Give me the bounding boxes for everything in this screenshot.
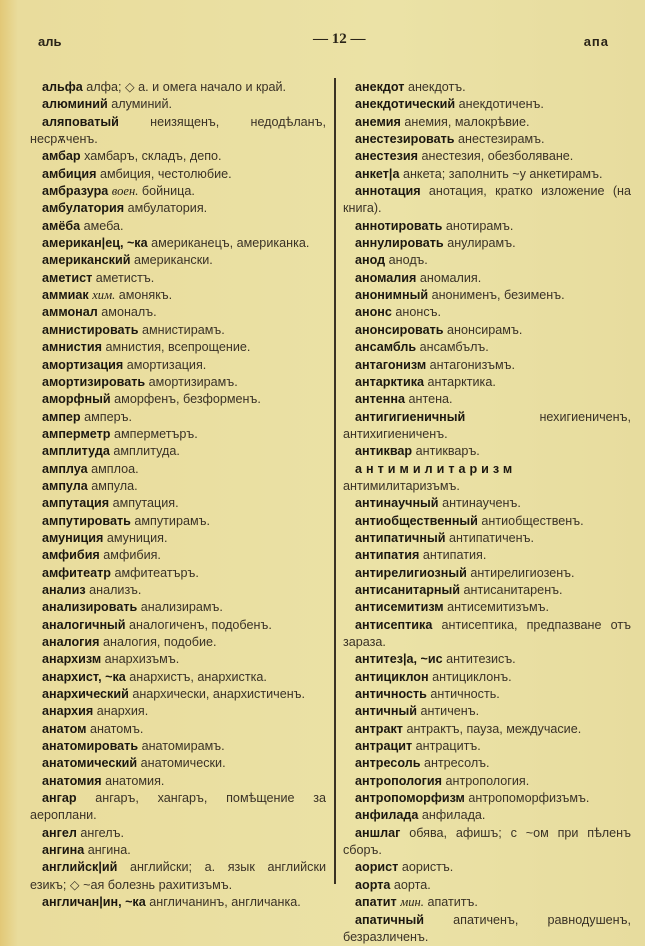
translation: антинаученъ. <box>442 496 521 510</box>
headword: ампутировать <box>42 514 131 528</box>
translation: амортизирамъ. <box>149 375 238 389</box>
translation: анодъ. <box>389 253 428 267</box>
headword: анод <box>355 253 385 267</box>
translation: анестезирамъ. <box>458 132 544 146</box>
translation: антирелигиозенъ. <box>470 566 574 580</box>
translation: анатомия. <box>105 774 164 788</box>
dictionary-entry <box>30 703 326 720</box>
headword: антиобщественный <box>355 514 478 528</box>
dictionary-entry <box>343 755 631 772</box>
translation: антисанитаренъ. <box>464 583 563 597</box>
dictionary-entry <box>30 825 326 842</box>
headword: ангина <box>42 843 84 857</box>
translation: амнистирамъ. <box>142 323 225 337</box>
dictionary-entry <box>343 409 631 444</box>
headword: амфитеатр <box>42 566 111 580</box>
headword: анатомический <box>42 756 137 770</box>
dictionary-entry <box>343 339 631 356</box>
dictionary-entry <box>343 825 631 860</box>
headword: анемия <box>355 115 401 129</box>
translation: анемия, малокрѣвие. <box>404 115 529 129</box>
translation: амоналъ. <box>101 305 156 319</box>
headword: антитез|а, ~ис <box>355 652 443 666</box>
translation: амонякъ. <box>119 288 172 302</box>
headword: ампер <box>42 410 81 424</box>
translation: аналогия, подобие. <box>103 635 217 649</box>
translation: антресолъ. <box>424 756 490 770</box>
translation: апатиченъ, равнодушенъ, безразличенъ. <box>343 913 631 944</box>
dictionary-entry <box>30 599 326 616</box>
dictionary-entry <box>30 669 326 686</box>
headword: анархизм <box>42 652 101 666</box>
left-column <box>30 79 326 912</box>
translation: английски; а. язык английски езикъ; ◇ ~ая болезнь рахитизъмъ. <box>30 860 326 891</box>
headword: антарктика <box>355 375 424 389</box>
headword: амортизировать <box>42 375 145 389</box>
dictionary-entry <box>343 270 631 287</box>
dictionary-entry <box>343 443 631 460</box>
headword: аммонал <box>42 305 98 319</box>
dictionary-entry <box>343 495 631 512</box>
translation: антимилитаризъмъ. <box>343 479 460 493</box>
translation: антиобщественъ. <box>481 514 583 528</box>
dictionary-entry <box>30 513 326 530</box>
dictionary-entry <box>30 530 326 547</box>
headword: анатомировать <box>42 739 138 753</box>
translation: амбиция, честолюбие. <box>100 167 232 181</box>
headword: анфилада <box>355 808 418 822</box>
dictionary-entry <box>343 582 631 599</box>
translation: антисемитизъмъ. <box>447 600 549 614</box>
dictionary-entry <box>30 859 326 894</box>
dictionary-entry <box>343 391 631 408</box>
dictionary-entry <box>30 270 326 287</box>
running-head-right: апа <box>584 34 609 49</box>
translation: анонсъ. <box>395 305 441 319</box>
headword: антигигиеничный <box>355 410 465 424</box>
headword: анархист, ~ка <box>42 670 126 684</box>
dictionary-entry <box>343 304 631 321</box>
translation: амплоа. <box>91 462 138 476</box>
headword: английск|ий <box>42 860 117 874</box>
translation: антрацитъ. <box>416 739 481 753</box>
right-column <box>343 79 631 946</box>
translation: аналогиченъ, подобенъ. <box>129 618 272 632</box>
headword: амуниция <box>42 531 103 545</box>
translation: анатомически. <box>141 756 226 770</box>
dictionary-entry <box>30 547 326 564</box>
translation: анотирамъ. <box>446 219 514 233</box>
usage-label: воен. <box>112 184 139 198</box>
headword: антипатичный <box>355 531 445 545</box>
headword: американ|ец, ~ка <box>42 236 148 250</box>
dictionary-entry <box>30 114 326 149</box>
translation: американски. <box>134 253 213 267</box>
dictionary-entry <box>30 461 326 478</box>
dictionary-entry <box>30 166 326 183</box>
translation: анонименъ, безименъ. <box>432 288 565 302</box>
headword: аннотация <box>355 184 421 198</box>
translation: алфа; ◇ а. и омега начало и край. <box>86 80 286 94</box>
translation: ансамбълъ. <box>420 340 489 354</box>
headword: античный <box>355 704 417 718</box>
translation: ампула. <box>91 479 137 493</box>
translation: ампутирамъ. <box>134 514 210 528</box>
translation: антипатия. <box>423 548 486 562</box>
dictionary-entry <box>343 912 631 946</box>
usage-label: хим. <box>92 288 115 302</box>
headword: ампула <box>42 479 88 493</box>
dictionary-entry <box>30 252 326 269</box>
translation: апатитъ. <box>427 895 478 909</box>
translation: амортизация. <box>127 358 207 372</box>
translation: анотация, кратко изложение (на книга). <box>343 184 631 215</box>
headword: амортизация <box>42 358 123 372</box>
dictionary-entry <box>343 547 631 564</box>
translation: ампутация. <box>113 496 179 510</box>
headword: антрацит <box>355 739 412 753</box>
headword: антропология <box>355 774 442 788</box>
headword: амбиция <box>42 167 97 181</box>
dictionary-entry <box>30 339 326 356</box>
dictionary-entry <box>343 807 631 824</box>
dictionary-entry <box>343 79 631 96</box>
dictionary-entry <box>30 322 326 339</box>
headword: ампутация <box>42 496 109 510</box>
headword: американский <box>42 253 130 267</box>
usage-label: мин. <box>400 895 424 909</box>
headword: аммиак <box>42 288 89 302</box>
headword: анонс <box>355 305 392 319</box>
headword: аорта <box>355 878 390 892</box>
dictionary-entry <box>30 357 326 374</box>
translation: аористъ. <box>402 860 453 874</box>
translation: анулирамъ. <box>447 236 515 250</box>
translation: антициклонъ. <box>432 670 511 684</box>
dictionary-entry <box>343 773 631 790</box>
dictionary-entry <box>30 617 326 634</box>
headword: амфибия <box>42 548 100 562</box>
headword: анестезия <box>355 149 418 163</box>
translation: неизященъ, недодѣланъ, несрѫченъ. <box>30 115 326 146</box>
headword: анархический <box>42 687 129 701</box>
dictionary-entry <box>343 565 631 582</box>
headword: античность <box>355 687 427 701</box>
translation: антагонизъмъ. <box>430 358 515 372</box>
translation: амфибия. <box>103 548 161 562</box>
translation: ангелъ. <box>80 826 124 840</box>
dictionary-entry <box>30 426 326 443</box>
translation: анархия. <box>97 704 148 718</box>
dictionary-entry <box>30 391 326 408</box>
headword: антисемитизм <box>355 600 444 614</box>
headword: альфа <box>42 80 83 94</box>
dictionary-entry <box>30 183 326 200</box>
headword: антисанитарный <box>355 583 460 597</box>
headword: апатичный <box>355 913 424 927</box>
translation: антропология. <box>446 774 530 788</box>
dictionary-entry <box>30 894 326 911</box>
translation: антена. <box>409 392 453 406</box>
translation: анархистъ, анархистка. <box>129 670 267 684</box>
dictionary-entry <box>30 287 326 304</box>
dictionary-entry <box>30 148 326 165</box>
translation: амеба. <box>84 219 124 233</box>
translation: амуниция. <box>107 531 168 545</box>
dictionary-entry <box>343 738 631 755</box>
dictionary-entry <box>343 530 631 547</box>
dictionary-entry <box>343 894 631 911</box>
headword: антирелигиозный <box>355 566 467 580</box>
headword: антициклон <box>355 670 429 684</box>
headword: анонимный <box>355 288 428 302</box>
translation: алуминий. <box>111 97 172 111</box>
dictionary-entry <box>30 721 326 738</box>
dictionary-entry <box>343 183 631 218</box>
dictionary-entry <box>343 686 631 703</box>
dictionary-entry <box>343 374 631 391</box>
translation: анализъ. <box>89 583 141 597</box>
headword: анатомия <box>42 774 102 788</box>
translation: анкета; заполнить ~у анкетирамъ. <box>403 167 603 181</box>
headword: аметист <box>42 271 92 285</box>
headword: антракт <box>355 722 403 736</box>
headword: аналогичный <box>42 618 126 632</box>
headword: антисептика <box>355 618 432 632</box>
translation: амперметъръ. <box>114 427 198 441</box>
dictionary-entry <box>343 513 631 530</box>
dictionary-entry <box>30 478 326 495</box>
translation: амнистия, всепрощение. <box>105 340 250 354</box>
translation: антитезисъ. <box>446 652 516 666</box>
dictionary-entry <box>30 443 326 460</box>
translation: амперъ. <box>84 410 132 424</box>
translation: анатомирамъ. <box>142 739 225 753</box>
headword: анкет|а <box>355 167 399 181</box>
dictionary-entry <box>343 218 631 235</box>
translation: анекдотиченъ. <box>459 97 544 111</box>
dictionary-entry <box>30 374 326 391</box>
dictionary-entry <box>343 148 631 165</box>
translation: аномалия. <box>420 271 481 285</box>
dictionary-entry <box>343 669 631 686</box>
dictionary-entry <box>343 790 631 807</box>
translation: англичанинъ, англичанка. <box>149 895 301 909</box>
translation: анатомъ. <box>90 722 143 736</box>
headword: анонсировать <box>355 323 444 337</box>
dictionary-entry <box>30 686 326 703</box>
translation: антрактъ, пауза, междучасие. <box>406 722 581 736</box>
translation: анекдотъ. <box>408 80 466 94</box>
headword: анатом <box>42 722 86 736</box>
translation: бойница. <box>142 184 195 198</box>
headword: анестезировать <box>355 132 455 146</box>
translation: амбулатория. <box>128 201 208 215</box>
headword: англичан|ин, ~ка <box>42 895 146 909</box>
dictionary-entry <box>343 599 631 616</box>
page-number: — 12 — <box>313 31 366 48</box>
dictionary-entry <box>343 721 631 738</box>
translation: антропоморфизъмъ. <box>468 791 589 805</box>
translation: анфилада. <box>422 808 486 822</box>
headword: амбразура <box>42 184 108 198</box>
dictionary-entry <box>343 96 631 113</box>
headword: антресоль <box>355 756 420 770</box>
dictionary-entry <box>30 582 326 599</box>
dictionary-entry <box>30 96 326 113</box>
translation: обява, афишъ; с ~ом при пѣленъ сборъ. <box>343 826 631 857</box>
dictionary-entry <box>30 634 326 651</box>
headword: антиквар <box>355 444 412 458</box>
headword: анекдотический <box>355 97 455 111</box>
dictionary-entry <box>343 131 631 148</box>
translation: аорта. <box>394 878 431 892</box>
dictionary-entry <box>30 79 326 96</box>
translation: антарктика. <box>428 375 496 389</box>
translation: нехигиениченъ, антихигиениченъ. <box>343 410 631 441</box>
headword: ангел <box>42 826 77 840</box>
headword: аляповатый <box>42 115 119 129</box>
headword: аншлаг <box>355 826 400 840</box>
translation: амфитеатъръ. <box>114 566 198 580</box>
headword: аморфный <box>42 392 111 406</box>
headword: амбулатория <box>42 201 124 215</box>
translation: античенъ. <box>420 704 479 718</box>
dictionary-entry <box>343 287 631 304</box>
headword: амплитуда <box>42 444 110 458</box>
headword: амнистировать <box>42 323 138 337</box>
translation: антипатиченъ. <box>449 531 534 545</box>
headword: аннотировать <box>355 219 442 233</box>
dictionary-entry <box>343 252 631 269</box>
headword: ансамбль <box>355 340 416 354</box>
headword: анархия <box>42 704 93 718</box>
dictionary-entry <box>30 218 326 235</box>
translation: антикваръ. <box>416 444 480 458</box>
dictionary-entry <box>343 114 631 131</box>
headword: антропоморфизм <box>355 791 465 805</box>
dictionary-entry <box>30 773 326 790</box>
translation: античность. <box>430 687 499 701</box>
dictionary-entry <box>343 357 631 374</box>
headword: антенна <box>355 392 405 406</box>
dictionary-entry <box>343 877 631 894</box>
translation: антисептика, предпазване отъ зараза. <box>343 618 631 649</box>
translation: аморфенъ, безформенъ. <box>114 392 261 406</box>
dictionary-entry <box>343 859 631 876</box>
headword: амнистия <box>42 340 102 354</box>
translation: анархизъмъ. <box>105 652 180 666</box>
translation: ангина. <box>88 843 131 857</box>
headword: антипатия <box>355 548 419 562</box>
headword: аналогия <box>42 635 99 649</box>
headword: апатит <box>355 895 397 909</box>
headword: анализ <box>42 583 86 597</box>
dictionary-entry <box>343 703 631 720</box>
dictionary-entry <box>30 755 326 772</box>
translation: хамбаръ, складъ, депо. <box>84 149 221 163</box>
dictionary-entry <box>343 651 631 668</box>
translation: американецъ, американка. <box>151 236 309 250</box>
translation: амплитуда. <box>113 444 180 458</box>
headword: аннулировать <box>355 236 444 250</box>
dictionary-entry <box>30 738 326 755</box>
dictionary-entry <box>343 322 631 339</box>
dictionary-entry <box>30 790 326 825</box>
headword: амбар <box>42 149 81 163</box>
translation: анализирамъ. <box>141 600 223 614</box>
headword: аорист <box>355 860 398 874</box>
headword: анализировать <box>42 600 137 614</box>
headword: амёба <box>42 219 80 233</box>
translation: анонсирамъ. <box>447 323 522 337</box>
dictionary-entry <box>30 235 326 252</box>
dictionary-entry <box>343 235 631 252</box>
dictionary-entry <box>30 200 326 217</box>
headword: антагонизм <box>355 358 426 372</box>
translation: анестезия, обезболяване. <box>421 149 573 163</box>
dictionary-entry <box>343 166 631 183</box>
dictionary-entry <box>30 409 326 426</box>
translation: ангаръ, хангаръ, помѣщение за аероплани. <box>30 791 326 822</box>
dictionary-entry <box>343 461 631 496</box>
dictionary-entry <box>30 565 326 582</box>
translation: аметистъ. <box>96 271 155 285</box>
headword: амплуа <box>42 462 88 476</box>
dictionary-entry <box>343 617 631 652</box>
dictionary-entry <box>30 495 326 512</box>
headword: амперметр <box>42 427 110 441</box>
translation: анархически, анархистиченъ. <box>132 687 305 701</box>
dictionary-entry <box>30 304 326 321</box>
headword: анекдот <box>355 80 404 94</box>
dictionary-entry <box>30 651 326 668</box>
column-divider <box>334 78 336 884</box>
running-head-left: аль <box>38 34 61 49</box>
headword: ангар <box>42 791 77 805</box>
dictionary-entry <box>30 842 326 859</box>
headword: алюминий <box>42 97 108 111</box>
headword: аномалия <box>355 271 416 285</box>
headword: антинаучный <box>355 496 439 510</box>
headword: антимилитаризм <box>355 462 516 476</box>
